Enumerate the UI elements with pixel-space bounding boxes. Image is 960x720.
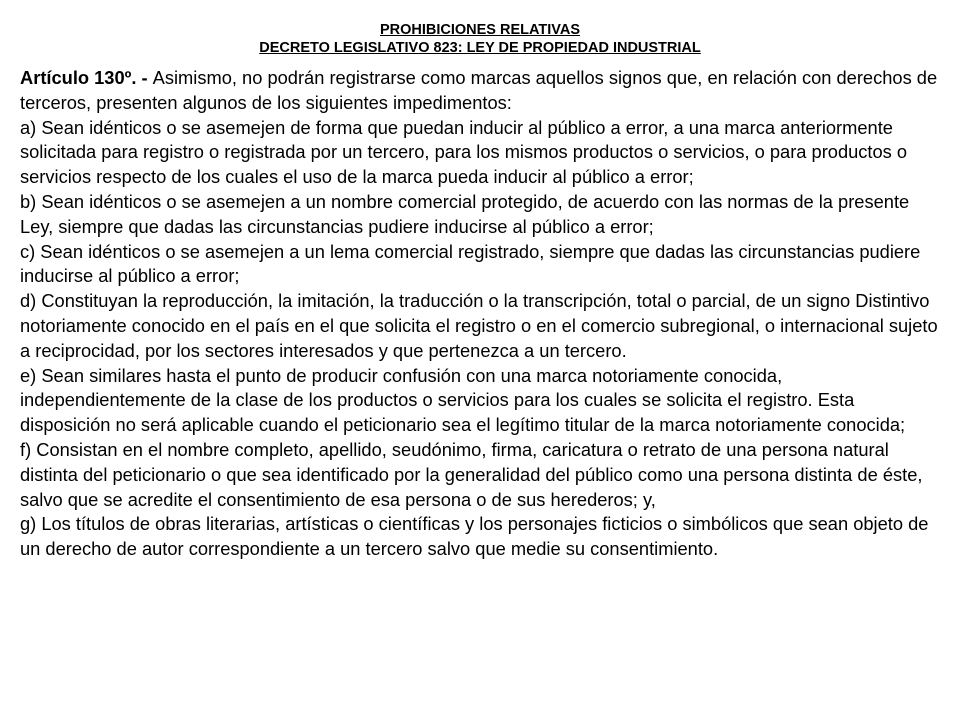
article-item-c: c) Sean idénticos o se asemejen a un lema comercial registrado, siempre que dadas las circunstancias pudiere inducirse al público a error; <box>20 240 921 287</box>
article-item-g: g) Los títulos de obras literarias, artísticas o científicas y los personajes ficticios o simbólicos que sean objeto de un derecho de autor correspondiente a un tercero salvo que medie su consentimiento. <box>20 513 929 560</box>
article-intro: Asimismo, no podrán registrarse como marcas aquellos signos que, en relación con derechos de terceros, presenten algunos de los siguientes impedimentos: <box>20 67 938 113</box>
heading-subtitle: DECRETO LEGISLATIVO 823: LEY DE PROPIEDAD INDUSTRIAL <box>259 40 701 56</box>
heading-title: PROHIBICIONES RELATIVAS <box>379 22 581 38</box>
article-item-d: d) Constituyan la reproducción, la imitación, la traducción o la transcripción, total o parcial, de un signo Distintivo notoriamente conocido en el país en el que solicita el registro o en el comercio subregional, o internacional sujeto a reciprocidad, por los sectores interesados y que pertenezca a un tercero. <box>20 290 938 361</box>
article-intro-paragraph <box>20 66 944 116</box>
article-item-b: b) Sean idénticos o se asemejen a un nombre comercial protegido, de acuerdo con las normas de la presente Ley, siempre que dadas las circunstancias pudiere inducirse al público a error; <box>20 190 910 237</box>
article-body <box>20 66 944 562</box>
article-label: Artículo 130º. - <box>20 67 153 88</box>
article-item-a: a) Sean idénticos o se asemejen de forma que puedan inducir al público a error, a una marca anteriormente solicitada para registro o registrada por un tercero, para los mismos productos o servicios, o para productos o servicios respecto de los cuales el uso de la marca pueda inducir al público a error; <box>20 116 908 188</box>
article-item-f: f) Consistan en el nombre completo, apellido, seudónimo, firma, caricatura o retrato de una persona natural distinta del peticionario o que sea identificado por la generalidad del público como una persona distinta de éste, salvo que se acredite el consentimiento de esa persona o de sus herederos; y, <box>20 438 923 510</box>
article-item-e: e) Sean similares hasta el punto de producir confusión con una marca notoriamente conocida, independientemente de la clase de los productos o servicios para los cuales se solicita el registro. Esta disposición no será aplicable cuando el peticionario sea el legítimo titular de la marca notoriamente conocida; <box>20 364 906 436</box>
document-heading <box>0 21 960 57</box>
